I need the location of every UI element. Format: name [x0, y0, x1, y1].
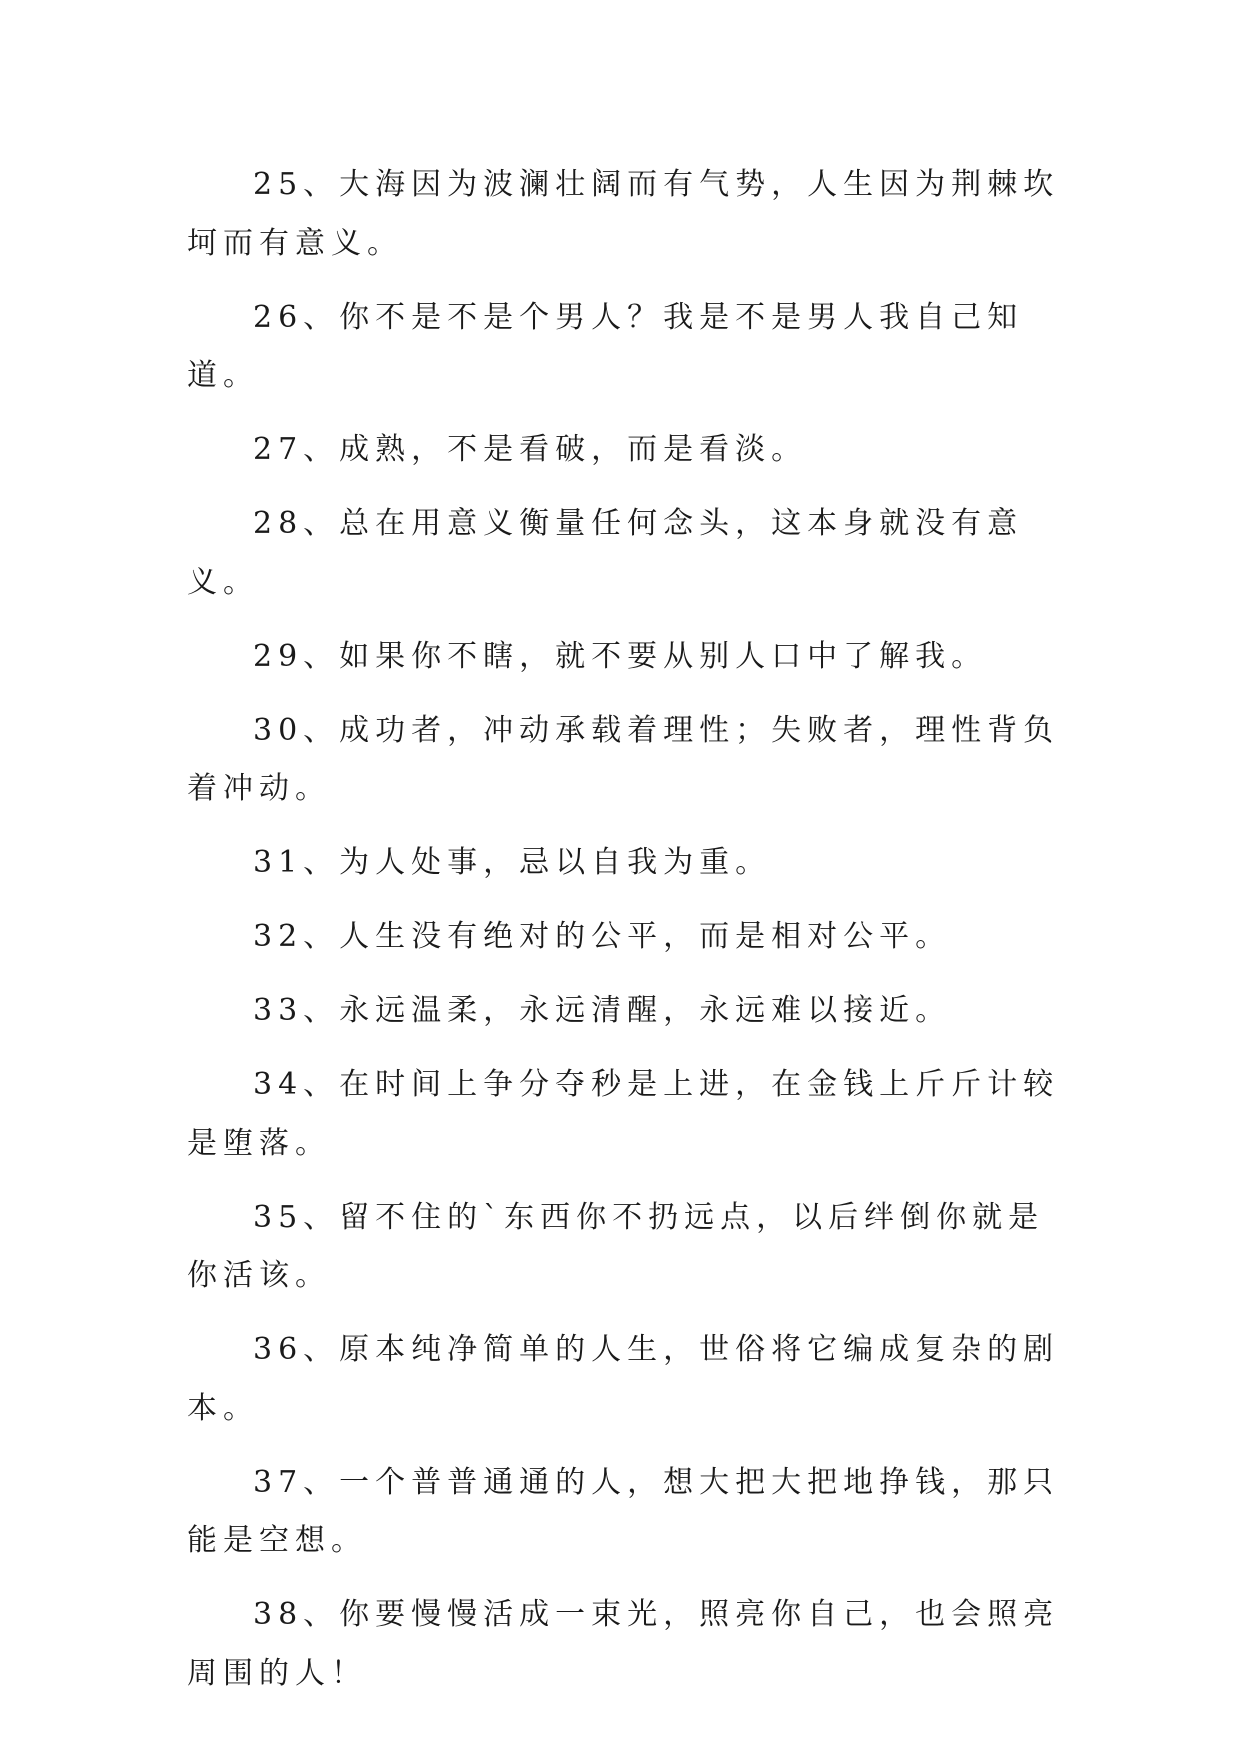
- document-body: [187, 156, 1067, 1719]
- quote-paragraph-28: 28、总在用意义衡量任何念头，这本身就没有意义。: [187, 506, 1024, 600]
- quote-paragraph-31: 31、为人处事，忌以自我为重。: [253, 845, 772, 880]
- quote-paragraph-32: 32、人生没有绝对的公平，而是相对公平。: [253, 919, 952, 954]
- quote-paragraph-35: 35、留不住的`东西你不扔远点，以后绊倒你就是你活该。: [187, 1199, 1045, 1293]
- quote-paragraph-33: 33、永远温柔，永远清醒，永远难以接近。: [253, 993, 952, 1028]
- quote-paragraph-25: 25、大海因为波澜壮阔而有气势，人生因为荆棘坎坷而有意义。: [187, 167, 1060, 261]
- quote-paragraph-34: 34、在时间上争分夺秒是上进，在金钱上斤斤计较是堕落。: [187, 1067, 1060, 1161]
- quote-paragraph-30: 30、成功者，冲动承载着理性；失败者，理性背负着冲动。: [187, 712, 1060, 806]
- quote-paragraph-29: 29、如果你不瞎，就不要从别人口中了解我。: [253, 638, 988, 674]
- quote-paragraph-38: 38、你要慢慢活成一束光，照亮你自己，也会照亮周围的人！: [187, 1597, 1060, 1691]
- quote-paragraph-27: 27、成熟，不是看破，而是看淡。: [253, 432, 808, 467]
- quote-paragraph-36: 36、原本纯净简单的人生，世俗将它编成复杂的剧本。: [187, 1332, 1060, 1426]
- quote-paragraph-26: 26、你不是不是个男人？我是不是男人我自己知道。: [187, 299, 1024, 393]
- quote-paragraph-37: 37、一个普普通通的人，想大把大把地挣钱，那只能是空想。: [187, 1464, 1060, 1558]
